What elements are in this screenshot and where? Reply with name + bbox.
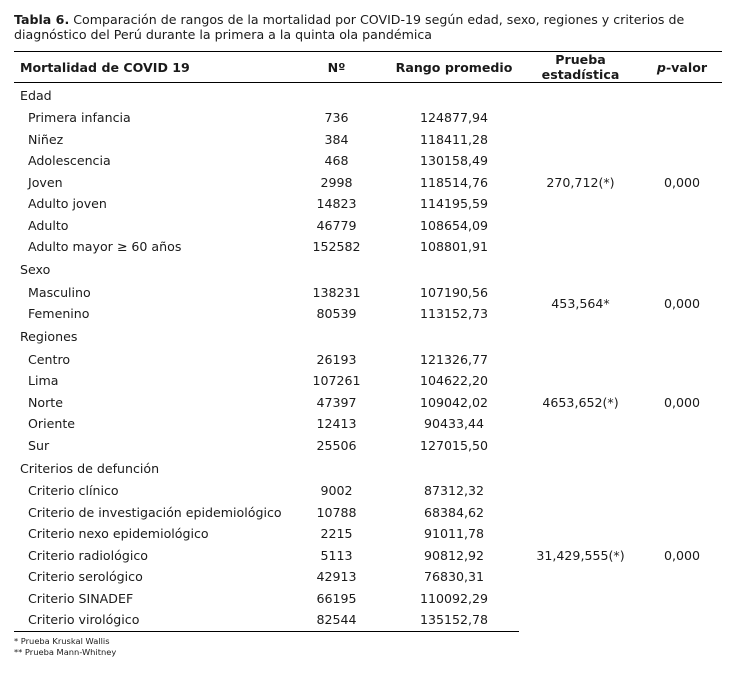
row-n: 47397	[316, 394, 357, 410]
row-category: Criterio SINADEF	[28, 590, 134, 606]
header-n: Nº	[284, 52, 389, 83]
row-n: 2998	[320, 174, 353, 190]
footnote-mann-whitney: ** Prueba Mann-Whitney	[14, 647, 117, 657]
row-rank: 110092,29	[419, 590, 489, 606]
row-rank: 91011,78	[423, 526, 485, 542]
row-rank: 118514,76	[419, 174, 489, 190]
row-n: 138231	[312, 284, 361, 300]
row-rank: 118411,28	[419, 131, 489, 147]
row-category: Criterio radiológico	[28, 547, 148, 563]
row-rank: 108654,09	[419, 217, 489, 233]
row-n: 82544	[284, 609, 389, 631]
group-pvalue: 0,000	[663, 295, 701, 311]
row-n: 468	[324, 153, 349, 169]
row-n: 66195	[316, 590, 357, 606]
row-n: 14823	[316, 196, 357, 212]
row-rank: 90812,92	[423, 547, 485, 563]
row-n: 384	[324, 131, 349, 147]
group-pvalue: 0,000	[663, 548, 701, 563]
row-rank: 107190,56	[419, 284, 489, 300]
row-rank: 68384,62	[423, 504, 485, 520]
header-pvalue-suffix: -valor	[665, 59, 708, 75]
row-category: Lima	[28, 373, 59, 389]
row-n: 152582	[312, 239, 361, 255]
group-row	[14, 258, 722, 282]
row-n: 25506	[316, 437, 357, 453]
row-category: Niñez	[28, 131, 64, 147]
row-category: Criterio serológico	[28, 569, 143, 585]
row-n: 46779	[316, 217, 357, 233]
row-category: Adulto joven	[28, 196, 107, 212]
group-label: Criterios de defunción	[20, 460, 160, 476]
row-rank: 108801,91	[419, 239, 489, 255]
group-label: Sexo	[20, 262, 51, 277]
footnote-kruskal: * Prueba Kruskal Wallis	[14, 636, 110, 646]
row-category: Adulto	[28, 217, 69, 233]
header-rank: Rango promedio	[389, 52, 519, 83]
table-row	[14, 480, 722, 502]
table-row	[14, 282, 722, 304]
group-row	[14, 456, 722, 480]
row-category: Femenino	[28, 306, 90, 322]
row-category: Criterio nexo epidemiológico	[28, 526, 209, 542]
row-category: Criterio clínico	[28, 483, 119, 499]
row-n: 10788	[316, 504, 357, 520]
group-pvalue: 0,000	[663, 394, 701, 410]
row-rank: 87312,32	[423, 483, 485, 499]
group-statistic: 31,429,555(*)	[536, 548, 625, 563]
group-statistic: 270,712(*)	[546, 174, 615, 190]
row-rank: 127015,50	[419, 437, 489, 453]
row-rank: 135152,78	[389, 609, 519, 631]
caption-text: Comparación de rangos de la mortalidad por COVID-19 según edad, sexo, regiones y criterios de diagnóstico del Perú durante la primera a la quinta ola pandémica	[14, 12, 685, 42]
group-statistic: 453,564*	[551, 295, 610, 311]
row-n: 736	[324, 110, 349, 126]
row-category: Sur	[28, 437, 50, 453]
row-n: 9002	[320, 483, 353, 499]
table-row	[14, 349, 722, 371]
row-rank: 109042,02	[419, 394, 489, 410]
row-rank: 121326,77	[419, 351, 489, 367]
header-pvalue-prefix: p	[656, 59, 666, 75]
row-category: Norte	[28, 394, 63, 410]
table-row	[14, 107, 722, 129]
header-pvalue	[642, 52, 722, 83]
row-category: Oriente	[28, 416, 76, 432]
row-rank: 104622,20	[419, 373, 489, 389]
row-rank: 113152,73	[419, 306, 489, 322]
group-pvalue: 0,000	[663, 174, 701, 190]
group-label: Edad	[20, 87, 52, 103]
row-category: Adolescencia	[28, 153, 111, 169]
row-category: Masculino	[28, 284, 91, 300]
row-n: 12413	[316, 416, 357, 432]
row-n: 80539	[316, 306, 357, 322]
table-header-row	[14, 52, 722, 83]
group-statistic: 4653,652(*)	[542, 394, 619, 410]
group-row	[14, 325, 722, 349]
header-test: Prueba estadística	[519, 52, 642, 83]
row-category: Criterio de investigación epidemiológico	[28, 504, 282, 520]
row-rank: 76830,31	[423, 569, 485, 585]
row-rank: 90433,44	[423, 416, 485, 432]
row-rank: 124877,94	[419, 110, 489, 126]
row-category: Criterio virológico	[14, 609, 284, 631]
header-mortality: Mortalidad de COVID 19	[14, 52, 284, 83]
caption-label: Tabla 6.	[14, 12, 70, 27]
row-category: Joven	[28, 174, 63, 190]
row-n: 42913	[316, 569, 357, 585]
mortality-table	[14, 51, 722, 632]
row-category: Primera infancia	[28, 110, 131, 126]
group-label: Regiones	[20, 329, 78, 344]
row-rank: 114195,59	[419, 196, 489, 212]
row-category: Centro	[28, 351, 71, 367]
row-n: 2215	[320, 526, 353, 542]
row-rank: 130158,49	[419, 153, 489, 169]
group-row	[14, 83, 722, 108]
row-n: 26193	[316, 351, 357, 367]
row-category: Adulto mayor ≥ 60 años	[28, 239, 182, 255]
table-caption	[14, 12, 732, 42]
row-n: 107261	[312, 373, 361, 389]
row-n: 5113	[320, 547, 353, 563]
